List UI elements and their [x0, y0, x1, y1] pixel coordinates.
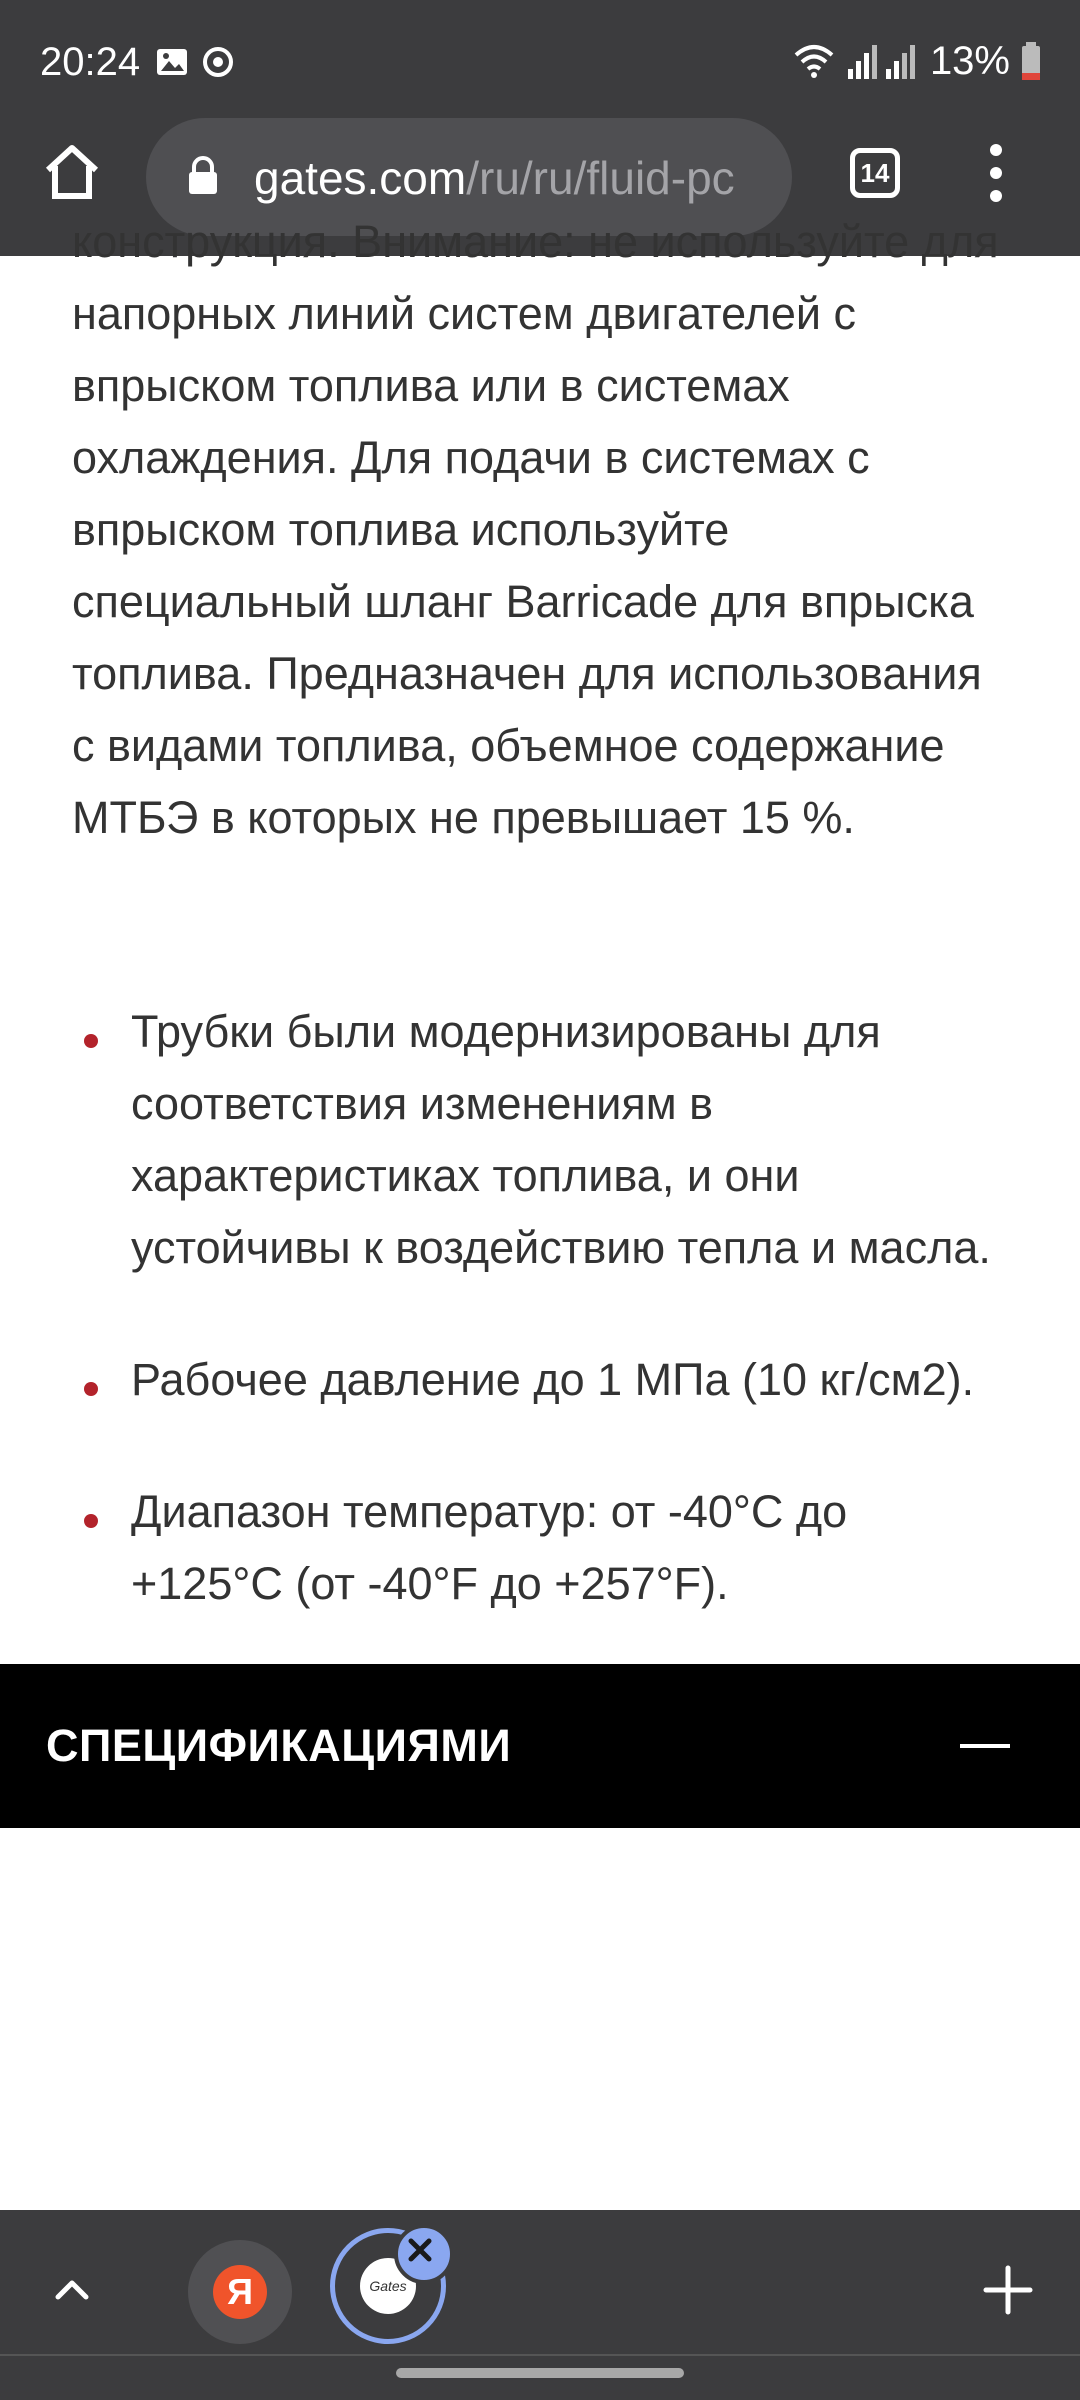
list-item [0, 1344, 1011, 1416]
home-icon[interactable] [40, 140, 104, 204]
bullet-dot [84, 1514, 98, 1528]
url-text[interactable] [254, 150, 774, 206]
signal-icon [846, 41, 920, 81]
sync-icon [198, 42, 238, 82]
status-right-group [792, 36, 1042, 86]
specifications-accordion-header[interactable] [0, 1664, 1080, 1828]
gates-logo: Gates [360, 2258, 416, 2314]
lock-icon [186, 155, 220, 195]
tab-yandex[interactable] [188, 2240, 292, 2344]
overflow-menu-icon[interactable] [980, 138, 1012, 208]
gesture-handle[interactable] [396, 2368, 684, 2378]
plus-icon[interactable] [980, 2262, 1036, 2318]
battery-percent: 13% [929, 39, 1010, 83]
list-item-text: Диапазон температур: от -40°C до +125°C (от -40°F до +257°F). [131, 1486, 848, 1609]
specifications-title: СПЕЦИФИКАЦИЯМИ [46, 1720, 512, 1771]
url-path: /ru/ru/fluid-pc [466, 152, 735, 204]
bullet-dot [84, 1382, 98, 1396]
collapse-icon[interactable] [960, 1744, 1010, 1748]
close-icon [398, 2228, 442, 2272]
chevron-up-icon[interactable] [52, 2270, 92, 2310]
tab-switcher-button[interactable]: 14 [850, 148, 900, 198]
yandex-logo: Я [213, 2265, 267, 2319]
status-bar [0, 0, 1080, 118]
list-item-text: Трубки были модернизированы для соответствия изменениям в характеристиках топлива, и они устойчивы к воздействию тепла и масла. [131, 1006, 991, 1273]
url-host: gates.com [254, 152, 467, 204]
list-item [0, 996, 1011, 1284]
close-tab-button[interactable] [394, 2224, 454, 2284]
image-icon [152, 42, 192, 82]
wifi-icon [792, 41, 836, 81]
system-nav-bar [0, 2356, 1080, 2400]
bullet-dot [84, 1034, 98, 1048]
description-paragraph: конструкция. Внимание: не используйте для напорных линий систем двигателей с впрыском топлива или в системах охлаждения. Для подачи в системах с впрыском топлива используйте специальный шланг Barricade для впрыска топлива. Предназначен для использования с видами топлива, объемное содержание МТБЭ в которых не превышает 15 %. [72, 216, 999, 843]
feature-list [0, 996, 1080, 1680]
battery-icon [1020, 41, 1042, 81]
status-time: 20:24 [40, 40, 141, 84]
list-item [0, 1476, 1011, 1620]
list-item-text: Рабочее давление до 1 МПа (10 кг/см2). [131, 1354, 975, 1405]
